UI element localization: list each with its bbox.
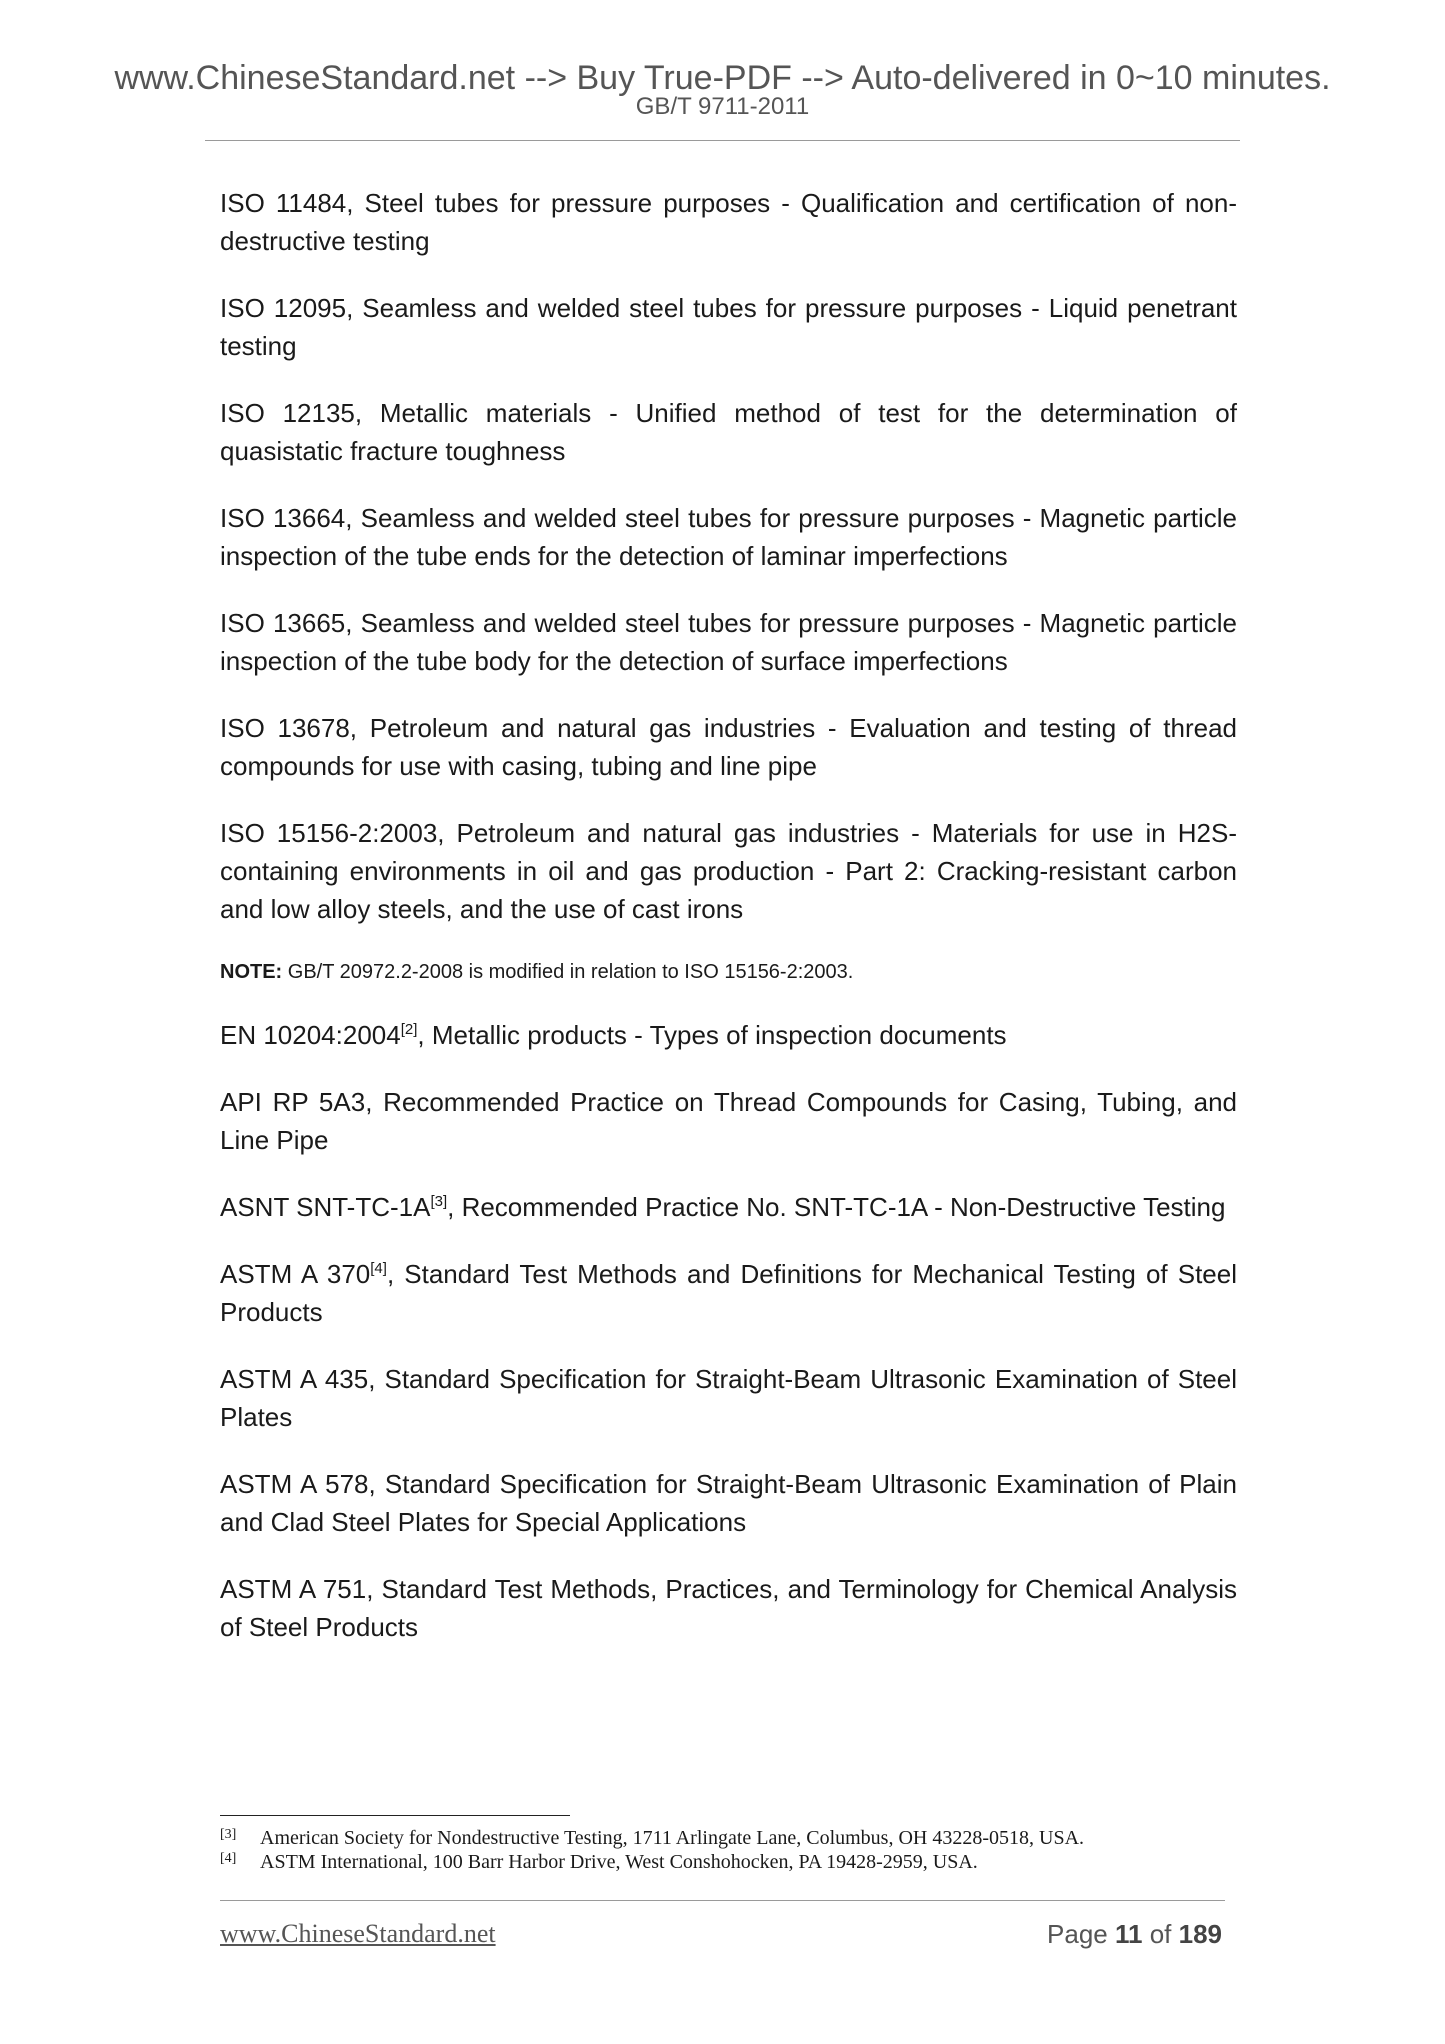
- reference-title: , Standard Specification for Straight-Beam Ultrasonic Examination of Steel Plates: [220, 1364, 1237, 1432]
- reference-item: ISO 12095, Seamless and welded steel tubes for pressure purposes - Liquid penetrant testing: [220, 293, 1237, 361]
- page-total: 189: [1178, 1919, 1222, 1949]
- note: [220, 957, 1237, 987]
- header-divider: [205, 140, 1240, 141]
- reference-item: [220, 1255, 1237, 1331]
- reference-item: ISO 12135, Metallic materials - Unified method of test for the determination of quasistatic fracture toughness: [220, 398, 1237, 466]
- footer-divider: [220, 1900, 1225, 1901]
- footnote-text: American Society for Nondestructive Testing, 1711 Arlingate Lane, Columbus, OH 43228-0518, USA.: [260, 1827, 1085, 1849]
- reference-item: [220, 1465, 1237, 1541]
- references-list: [220, 184, 1237, 1675]
- reference-item: ISO 13664, Seamless and welded steel tubes for pressure purposes - Magnetic particle inspection of the tube ends for the detection of laminar imperfections: [220, 503, 1237, 571]
- reference-item: [220, 1016, 1237, 1054]
- footnote-mark: [3]: [220, 1827, 237, 1842]
- standard-number: GB/T 9711-2011: [635, 93, 810, 120]
- reference-item: [220, 1570, 1237, 1646]
- reference-item: [220, 1083, 1237, 1159]
- reference-code: EN 10204:2004: [220, 1020, 401, 1050]
- footnote-mark: [4]: [220, 1851, 237, 1866]
- footnote-ref[interactable]: [2]: [400, 1021, 418, 1038]
- reference-title: , Standard Specification for Straight-Beam Ultrasonic Examination of Plain and Clad Steel Plates for Special Applications: [220, 1469, 1237, 1537]
- reference-title: , Metallic products - Types of inspection documents: [417, 1020, 1007, 1050]
- footnote-ref[interactable]: [3]: [430, 1193, 448, 1210]
- note-text: GB/T 20972.2-2008 is modified in relation to ISO 15156-2:2003.: [282, 961, 854, 983]
- reference-item: [220, 1360, 1237, 1436]
- footnotes: [220, 1826, 1237, 1874]
- reference-item: [220, 1188, 1237, 1226]
- footnote-text: ASTM International, 100 Barr Harbor Drive, West Conshohocken, PA 19428-2959, USA.: [260, 1851, 978, 1873]
- footnote-ref[interactable]: [4]: [370, 1260, 387, 1277]
- page-number: [1047, 1918, 1222, 1950]
- reference-item: ISO 11484, Steel tubes for pressure purposes - Qualification and certification of non-destructive testing: [220, 188, 1237, 256]
- reference-title: , Standard Test Methods, Practices, and Terminology for Chemical Analysis of Steel Products: [220, 1574, 1237, 1642]
- footnote: [220, 1850, 1237, 1874]
- reference-code: ASNT SNT-TC-1A: [220, 1192, 431, 1222]
- reference-item: ISO 13678, Petroleum and natural gas industries - Evaluation and testing of thread compounds for use with casing, tubing and line pipe: [220, 713, 1237, 781]
- reference-item: ISO 13665, Seamless and welded steel tubes for pressure purposes - Magnetic particle inspection of the tube body for the detection of surface imperfections: [220, 608, 1237, 676]
- footnote-divider: [220, 1815, 570, 1816]
- reference-code: ASTM A 578: [220, 1469, 369, 1499]
- reference-title: , Standard Test Methods and Definitions for Mechanical Testing of Steel Products: [220, 1259, 1237, 1327]
- reference-code: API RP 5A3: [220, 1087, 366, 1117]
- footer-site-link[interactable]: www.ChineseStandard.net: [220, 1919, 496, 1948]
- reference-code: ASTM A 751: [220, 1574, 367, 1604]
- page-prefix: Page: [1047, 1919, 1115, 1949]
- reference-title: , Recommended Practice No. SNT-TC-1A - Non-Destructive Testing: [447, 1192, 1226, 1222]
- page-current: 11: [1114, 1919, 1143, 1949]
- page-of: of: [1142, 1919, 1179, 1949]
- reference-code: ASTM A 435: [220, 1364, 369, 1394]
- footnote: [220, 1826, 1237, 1850]
- note-label: NOTE:: [220, 961, 283, 983]
- header-banner: www.ChineseStandard.net --> Buy True-PDF --> Auto-delivered in 0~10 minutes.: [114, 59, 1331, 97]
- reference-code: ASTM A 370: [220, 1259, 371, 1289]
- reference-title: , Recommended Practice on Thread Compounds for Casing, Tubing, and Line Pipe: [220, 1087, 1237, 1155]
- reference-item: ISO 15156-2:2003, Petroleum and natural gas industries - Materials for use in H2S-containing environments in oil and gas production - Part 2: Cracking-resistant carbon and low alloy steels, and the use of cast irons: [220, 818, 1237, 924]
